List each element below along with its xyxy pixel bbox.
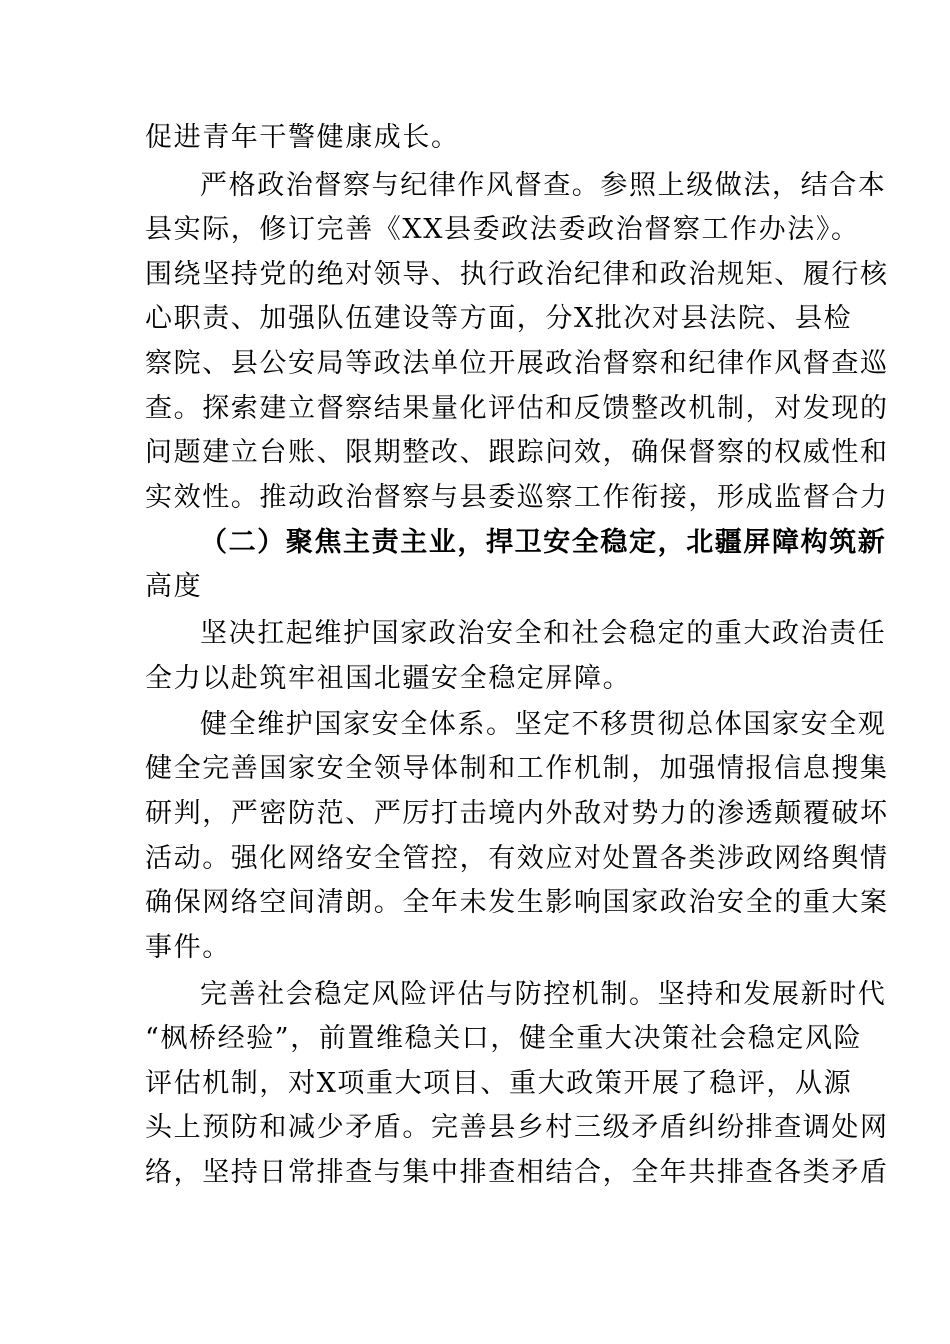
text-line: 县实际，修订完善《XX县委政法委政治督察工作办法》。: [145, 214, 860, 245]
text-line: 活动。强化网络安全管控，有效应对处置各类涉政网络舆情: [145, 843, 889, 874]
text-line: “枫桥经验”，前置维稳关口，健全重大决策社会稳定风险: [145, 1023, 863, 1054]
text-line: 健全完善国家安全领导体制和工作机制，加强情报信息搜集: [145, 753, 889, 784]
section-heading-continued: 高度: [145, 571, 203, 602]
text-line: 评估机制，对X项重大项目、重大政策开展了稳评，从源: [145, 1068, 853, 1099]
text-line: 实效性。推动政治督察与县委巡察工作衔接，形成监督合力: [145, 482, 889, 513]
text-line: 问题建立台账、限期整改、跟踪问效，确保督察的权威性和: [145, 437, 889, 468]
text-line: 络，坚持日常排查与集中排查相结合，全年共排查各类矛盾: [145, 1157, 889, 1188]
text-line: 全力以赴筑牢祖国北疆安全稳定屏障。: [145, 663, 632, 694]
text-line: 完善社会稳定风险评估与防控机制。坚持和发展新时代: [200, 979, 887, 1010]
text-line: 研判，严密防范、严厉打击境内外敌对势力的渗透颠覆破坏: [145, 798, 889, 829]
text-line: 严格政治督察与纪律作风督查。参照上级做法，结合本: [200, 170, 887, 201]
text-line: 头上预防和减少矛盾。完善县乡村三级矛盾纠纷排查调处网: [145, 1112, 889, 1143]
text-line: 事件。: [145, 932, 231, 963]
text-line: 确保网络空间清朗。全年未发生影响国家政治安全的重大案: [145, 887, 889, 918]
text-line: 健全维护国家安全体系。坚定不移贯彻总体国家安全观: [200, 709, 887, 740]
text-line: 察院、县公安局等政法单位开展政治督察和纪律作风督查巡: [145, 348, 889, 379]
text-line: 促进青年干警健康成长。: [145, 122, 460, 153]
text-line: 坚决扛起维护国家政治安全和社会稳定的重大政治责任: [200, 618, 887, 649]
text-line: 查。探索建立督察结果量化评估和反馈整改机制，对发现的: [145, 393, 889, 424]
section-heading: （二）聚焦主责主业，捍卫安全稳定，北疆屏障构筑新: [200, 527, 887, 558]
text-line: 围绕坚持党的绝对领导、执行政治纪律和政治规矩、履行核: [145, 259, 889, 290]
text-line: 心职责、加强队伍建设等方面，分X批次对县法院、县检: [145, 303, 853, 334]
